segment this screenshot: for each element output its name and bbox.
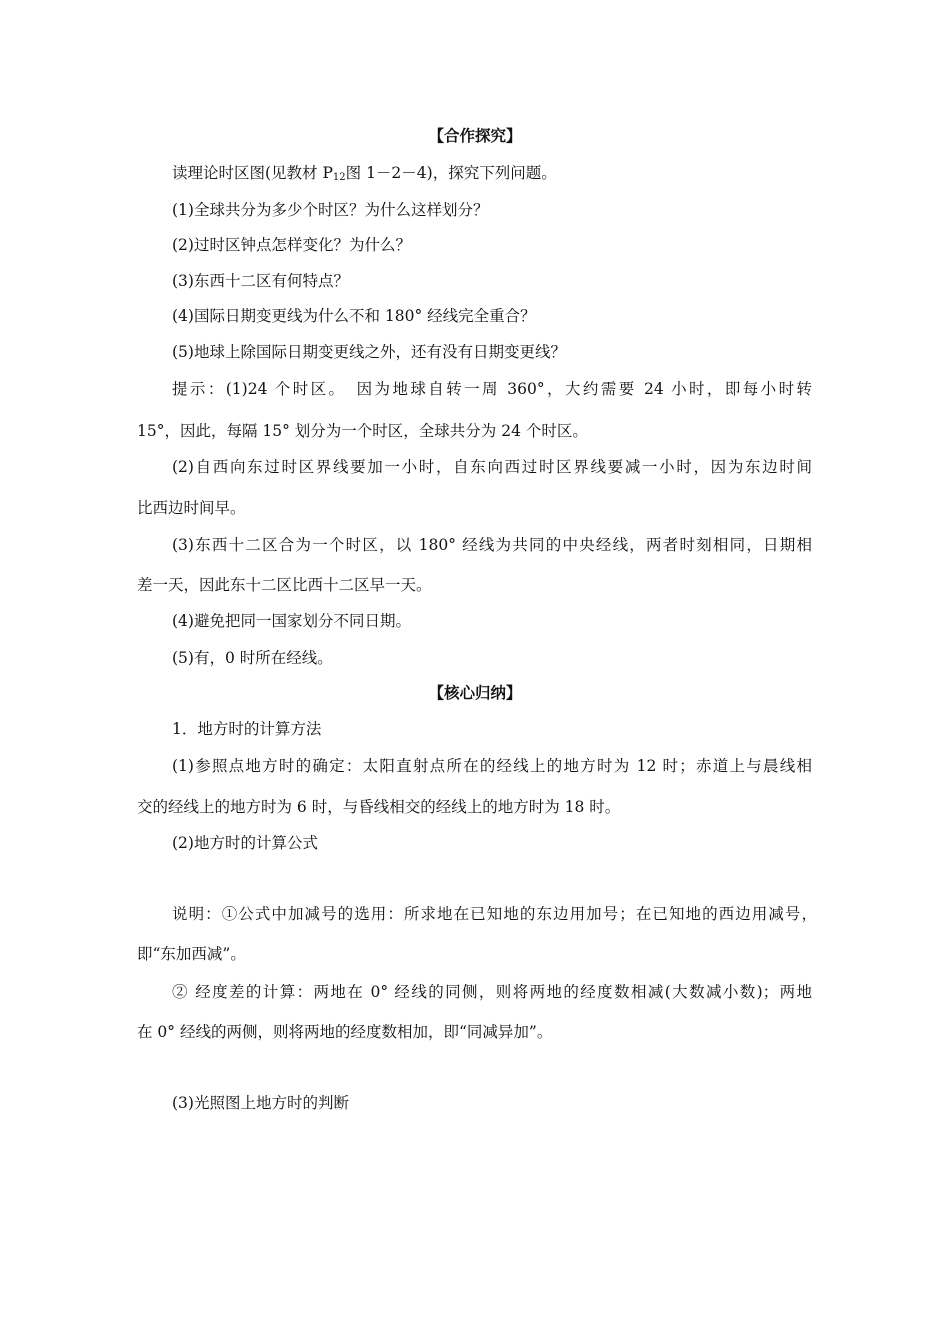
hint-4: (4)避免把同一国家划分不同日期。	[172, 612, 411, 630]
question-5: (5)地球上除国际日期变更线之外，还有没有日期变更线？	[172, 343, 566, 361]
note-2-line-2: 在 0° 经线的两侧，则将两地的经度数相加，即“同减异加”。	[137, 1023, 553, 1041]
section-heading-explore: 【合作探究】	[428, 126, 522, 145]
page-number-subscript: 12	[332, 172, 346, 183]
summary-point-3: (3)光照图上地方时的判断	[172, 1094, 349, 1112]
intro-text-b: 图 1－2－4)，探究下列问题。	[345, 164, 557, 182]
question-1: (1)全球共分为多少个时区？为什么这样划分？	[172, 201, 489, 219]
summary-point-1-line-1: (1)参照点地方时的确定：太阳直射点所在的经线上的地方时为 12 时；赤道上与晨线相	[172, 757, 812, 775]
intro-paragraph	[172, 163, 557, 188]
hint-2-line-1: (2)自西向东过时区界线要加一小时，自东向西过时区界线要减一小时，因为东边时间	[172, 458, 812, 476]
summary-point-2: (2)地方时的计算公式	[172, 834, 318, 852]
hint-1-line-1: 提示：(1)24 个时区。 因为地球自转一周 360°，大约需要 24 小时，即每小时转	[172, 380, 812, 398]
note-1-line-1: 说明：①公式中加减号的选用：所求地在已知地的东边用加号；在已知地的西边用减号，	[172, 905, 817, 923]
hint-1-line-2: 15°，因此，每隔 15° 划分为一个时区，全球共分为 24 个时区。	[137, 422, 588, 440]
section-heading-summary: 【核心归纳】	[428, 683, 522, 702]
note-1-line-2: 即“东加西减”。	[137, 945, 246, 963]
question-4: (4)国际日期变更线为什么不和 180° 经线完全重合？	[172, 307, 536, 325]
hint-3-line-1: (3)东西十二区合为一个时区，以 180° 经线为共同的中央经线，两者时刻相同，日期相	[172, 536, 812, 554]
summary-item-1-title: 1．地方时的计算方法	[172, 720, 322, 738]
intro-text-a: 读理论时区图(见教材 P	[172, 164, 333, 182]
hint-2-line-2: 比西边时间早。	[137, 499, 246, 517]
hint-5: (5)有，0 时所在经线。	[172, 649, 333, 667]
summary-point-1-line-2: 交的经线上的地方时为 6 时，与昏线相交的经线上的地方时为 18 时。	[137, 798, 621, 816]
hint-3-line-2: 差一天，因此东十二区比西十二区早一天。	[137, 576, 432, 594]
question-2: (2)过时区钟点怎样变化？为什么？	[172, 236, 411, 254]
question-3: (3)东西十二区有何特点？	[172, 272, 349, 290]
note-2-line-1: ② 经度差的计算：两地在 0° 经线的同侧，则将两地的经度数相减(大数减小数)；两地	[172, 983, 812, 1001]
